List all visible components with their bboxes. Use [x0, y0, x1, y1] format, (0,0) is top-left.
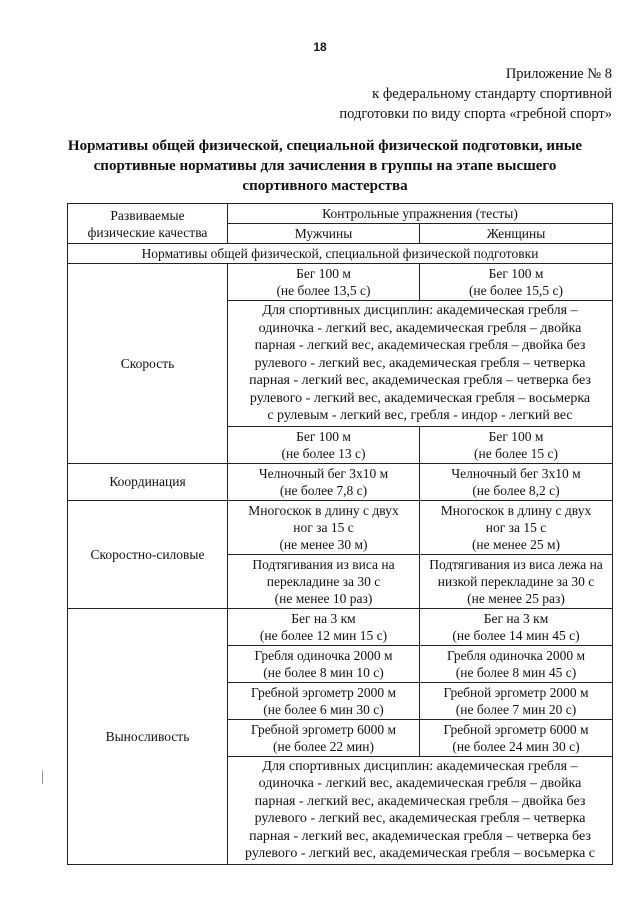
heading-line-2: спортивные нормативы для зачисления в группы на этапе высшего — [93, 158, 557, 174]
men-norm: Бег 100 м (не более 13,5 с) — [228, 264, 420, 301]
table-row — [68, 264, 613, 301]
men-norm: Гребной эргометр 2000 м (не более 6 мин 30 с) — [228, 682, 420, 719]
women-norm: Челночный бег 3х10 м (не более 8,2 с) — [420, 463, 613, 500]
appendix-block — [339, 64, 612, 124]
table-header-row — [68, 204, 613, 224]
appendix-line-2: к федеральному стандарту спортивной — [372, 86, 612, 102]
table-row — [68, 608, 613, 645]
men-norm: Гребной эргометр 6000 м (не более 22 мин) — [228, 719, 420, 756]
heading-line-3: спортивного мастерства — [242, 178, 408, 194]
quality-speed: Скорость — [68, 264, 228, 464]
appendix-line-1: Приложение № 8 — [505, 66, 612, 82]
appendix-line-3: подготовки по виду спорта «гребной спорт» — [339, 106, 612, 122]
disciplines-note: Для спортивных дисциплин: академическая гребля – одиночка - легкий вес, академическая гребля – двойка парная - легкий вес, академическая гребля – двойка без рулевого - легкий вес, академическая гребля – четверка парная - легкий вес, академическая гребля – четверка без рулевого - легкий вес, академическая гребля – восьмерка с рулевым - легкий вес, гребля - индор - легкий вес — [228, 301, 613, 427]
men-norm: Бег на 3 км (не более 12 мин 15 с) — [228, 608, 420, 645]
disciplines-note: Для спортивных дисциплин: академическая гребля – одиночка - легкий вес, академическая гребля – двойка парная - легкий вес, академическая гребля – двойка без рулевого - легкий вес, академическая гребля – четверка парная - легкий вес, академическая гребля – четверка без рулевого - легкий вес, академическая гребля – восьмерка с — [228, 756, 613, 864]
page-number: 18 — [313, 40, 327, 54]
women-norm: Гребля одиночка 2000 м (не более 8 мин 45 с) — [420, 645, 613, 682]
table-row — [68, 500, 613, 554]
col-tests-header: Контрольные упражнения (тесты) — [228, 204, 613, 224]
women-norm: Многоскок в длину с двух ног за 15 с (не менее 25 м) — [420, 500, 613, 554]
women-norm: Бег на 3 км (не более 14 мин 45 с) — [420, 608, 613, 645]
women-norm: Бег 100 м (не более 15,5 с) — [420, 264, 613, 301]
table-section-row — [68, 244, 613, 264]
women-norm: Гребной эргометр 2000 м (не более 7 мин 20 с) — [420, 682, 613, 719]
quality-endurance: Выносливость — [68, 608, 228, 864]
women-norm: Бег 100 м (не более 15 с) — [420, 426, 613, 463]
quality-coordination: Координация — [68, 463, 228, 500]
quality-speed-strength: Скоростно-силовые — [68, 500, 228, 608]
men-norm: Подтягивания из виса на перекладине за 30 с (не менее 10 раз) — [228, 554, 420, 608]
men-norm: Гребля одиночка 2000 м (не более 8 мин 10 с) — [228, 645, 420, 682]
document-heading — [40, 136, 610, 196]
women-norm: Подтягивания из виса лежа на низкой перекладине за 30 с (не менее 25 раз) — [420, 554, 613, 608]
col-men-header: Мужчины — [228, 224, 420, 244]
standards-table — [67, 203, 613, 865]
scan-mark — [42, 770, 43, 784]
table-row — [68, 463, 613, 500]
men-norm: Челночный бег 3х10 м (не более 7,8 с) — [228, 463, 420, 500]
col-physical-qualities-header: Развиваемые физические качества — [68, 204, 228, 244]
men-norm: Бег 100 м (не более 13 с) — [228, 426, 420, 463]
women-norm: Гребной эргометр 6000 м (не более 24 мин 30 с) — [420, 719, 613, 756]
heading-line-1: Нормативы общей физической, специальной физической подготовки, иные — [67, 138, 583, 154]
section-header: Нормативы общей физической, специальной физической подготовки — [68, 244, 613, 264]
men-norm: Многоскок в длину с двух ног за 15 с (не менее 30 м) — [228, 500, 420, 554]
col-women-header: Женщины — [420, 224, 613, 244]
